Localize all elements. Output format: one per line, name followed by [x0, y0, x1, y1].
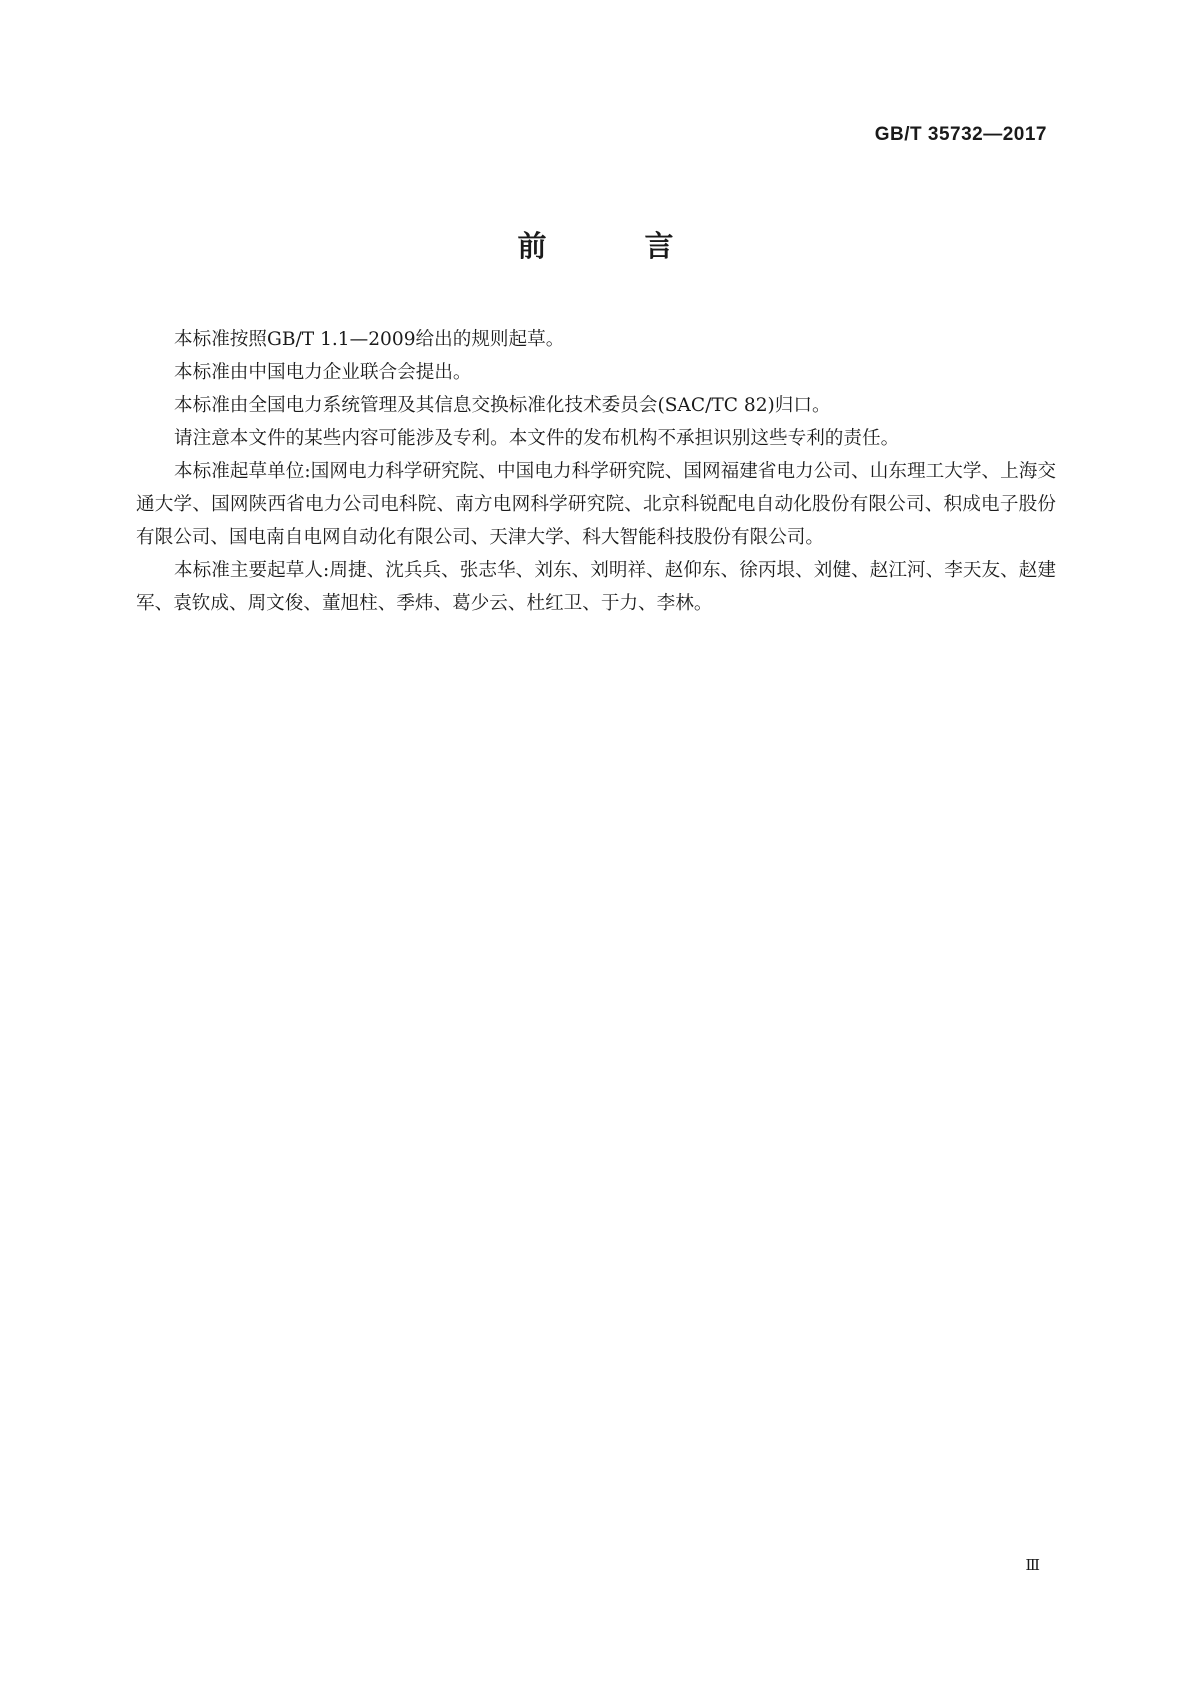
paragraph-drafters: 本标准主要起草人:周捷、沈兵兵、张志华、刘东、刘明祥、赵仰东、徐丙垠、刘健、赵江河、李天友、赵建军、袁钦成、周文俊、董旭柱、季炜、葛少云、杜红卫、于力、李林。	[136, 560, 1056, 614]
foreword-body	[136, 323, 1056, 620]
page-title: 前 言	[517, 229, 718, 263]
paragraph-drafting-rules: 本标准按照GB/T 1.1—2009给出的规则起草。	[174, 329, 565, 350]
paragraph-committee: 本标准由全国电力系统管理及其信息交换标准化技术委员会(SAC/TC 82)归口。	[174, 395, 831, 416]
paragraph-drafting-units: 本标准起草单位:国网电力科学研究院、中国电力科学研究院、国网福建省电力公司、山东理工大学、上海交通大学、国网陕西省电力公司电科院、南方电网科学研究院、北京科锐配电自动化股份有限公司、积成电子股份有限公司、国电南自电网自动化有限公司、天津大学、科大智能科技股份有限公司。	[136, 461, 1056, 548]
standard-code-header: GB/T 35732—2017	[874, 124, 1047, 145]
paragraph-patent-notice: 请注意本文件的某些内容可能涉及专利。本文件的发布机构不承担识别这些专利的责任。	[174, 428, 900, 449]
page-number: Ⅲ	[1025, 1556, 1040, 1574]
paragraph-proposer: 本标准由中国电力企业联合会提出。	[174, 362, 472, 383]
